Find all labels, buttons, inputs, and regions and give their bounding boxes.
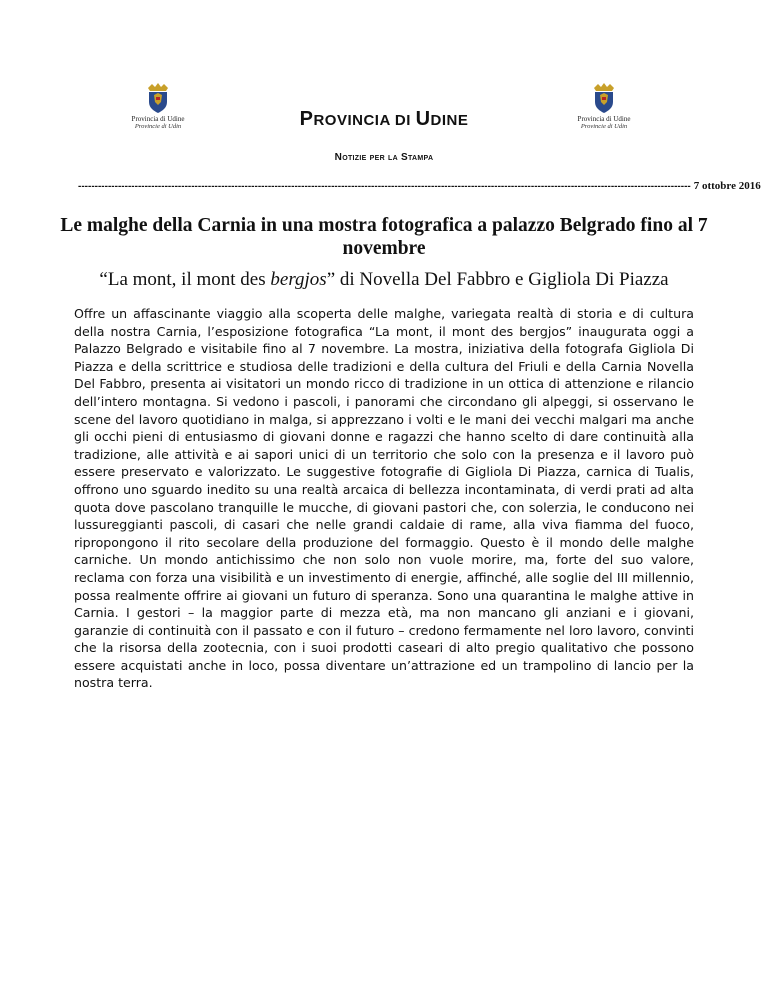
- article-subheadline: [60, 268, 708, 291]
- subheadline-part-2: ” di Novella Del Fabbro e Gigliola Di Piazza: [326, 269, 669, 290]
- date-line: [78, 180, 761, 192]
- article-headline: Le malghe della Carnia in una mostra fotografica a palazzo Belgrado fino al 7 novembre: [60, 215, 708, 259]
- logo-text-province: Provincia di Udine: [577, 115, 631, 123]
- logo-text-friulian: Provincie di Udin: [134, 123, 182, 130]
- title-part-rovincia: ROVINCIA DI: [313, 112, 416, 129]
- logo-text-friulian: Provincie di Udin: [580, 123, 628, 130]
- title-initial-u: U: [415, 108, 431, 130]
- subheadline-part-1: “La mont, il mont des: [99, 269, 271, 290]
- page-subtitle: Notizie per la Stampa: [334, 152, 434, 163]
- article-body: Offre un affascinante viaggio alla scoperta delle malghe, variegata realtà di storia e di cultura della nostra Carnia, l’esposizione fotografica “La mont, il mont des bergjos” inaugurata oggi a Palazzo Belgrado e visitabile fino al 7 novembre. La mostra, iniziativa della fotografa Gigliola Di Piazza e della scrittrice e studiosa delle tradizioni e della cultura del Friuli e della Carnia Novella Del Fabbro, presenta ai visitatori un mondo ricco di tradizione in un ottica di attenzione e rilancio dell’intero montagna. Si vedono i pascoli, i panorami che circondano gli alpeggi, si osservano le scene del lavoro quotidiano in malga, si apprezzano i volti e le mani dei vecchi malgari ma anche gli occhi pieni di entusiasmo di giovani donne e ragazzi che hanno scelto di dare continuità alla tradizione, alle attività e ai sapori unici di un territorio che solo con la presenza e il lavoro può essere preservato e valorizzato. Le suggestive fotografie di Gigliola Di Piazza, carnica di Tualis, offrono uno sguardo inedito su una realtà arcaica di bellezza incontaminata, di verdi prati ad alta quota dove pascolano tranquille le mucche, di giovani pastori che, con solerzia, le conducono nei lussureggianti pascoli, di casari che nelle grandi caldaie di rame, alla viva fiamma del fuoco, ripropongono il rito secolare della produzione del formaggio. Questo è il mondo delle malghe carniche. Un mondo antichissimo che non solo non vuole morire, ma, forte del suo valore, reclama con forza una visibilità e un investimento di energie, affinché, alle soglie del III millennio, possa realmente offrire ai giovani un futuro di speranza. Sono una quarantina le malghe attive in Carnia. I gestori – la maggior parte di mezza età, ma non mancano gli anziani e i giovani, garanzie di continuità con il passato e con il futuro – credono fermamente nel loro lavoro, convinti che la risorsa della zootecnia, con i suoi prodotti caseari di alto pregio qualitativo che possono essere acquistati anche in loco, possa diventare un’attrazione ed un trampolino di lancio per la nostra terra.: [74, 306, 694, 691]
- title-initial-p: P: [299, 108, 314, 130]
- page-title: [0, 108, 768, 131]
- dash-separator: ----------------------------------------------------------------------------------------------------------------------------------------------------------------------------------------: [78, 181, 691, 192]
- press-date: 7 ottobre 2016: [693, 180, 761, 192]
- logo-text-province: Provincia di Udine: [131, 115, 185, 123]
- subheadline-italic: bergjos: [270, 269, 327, 290]
- title-part-dine: DINE: [430, 112, 469, 129]
